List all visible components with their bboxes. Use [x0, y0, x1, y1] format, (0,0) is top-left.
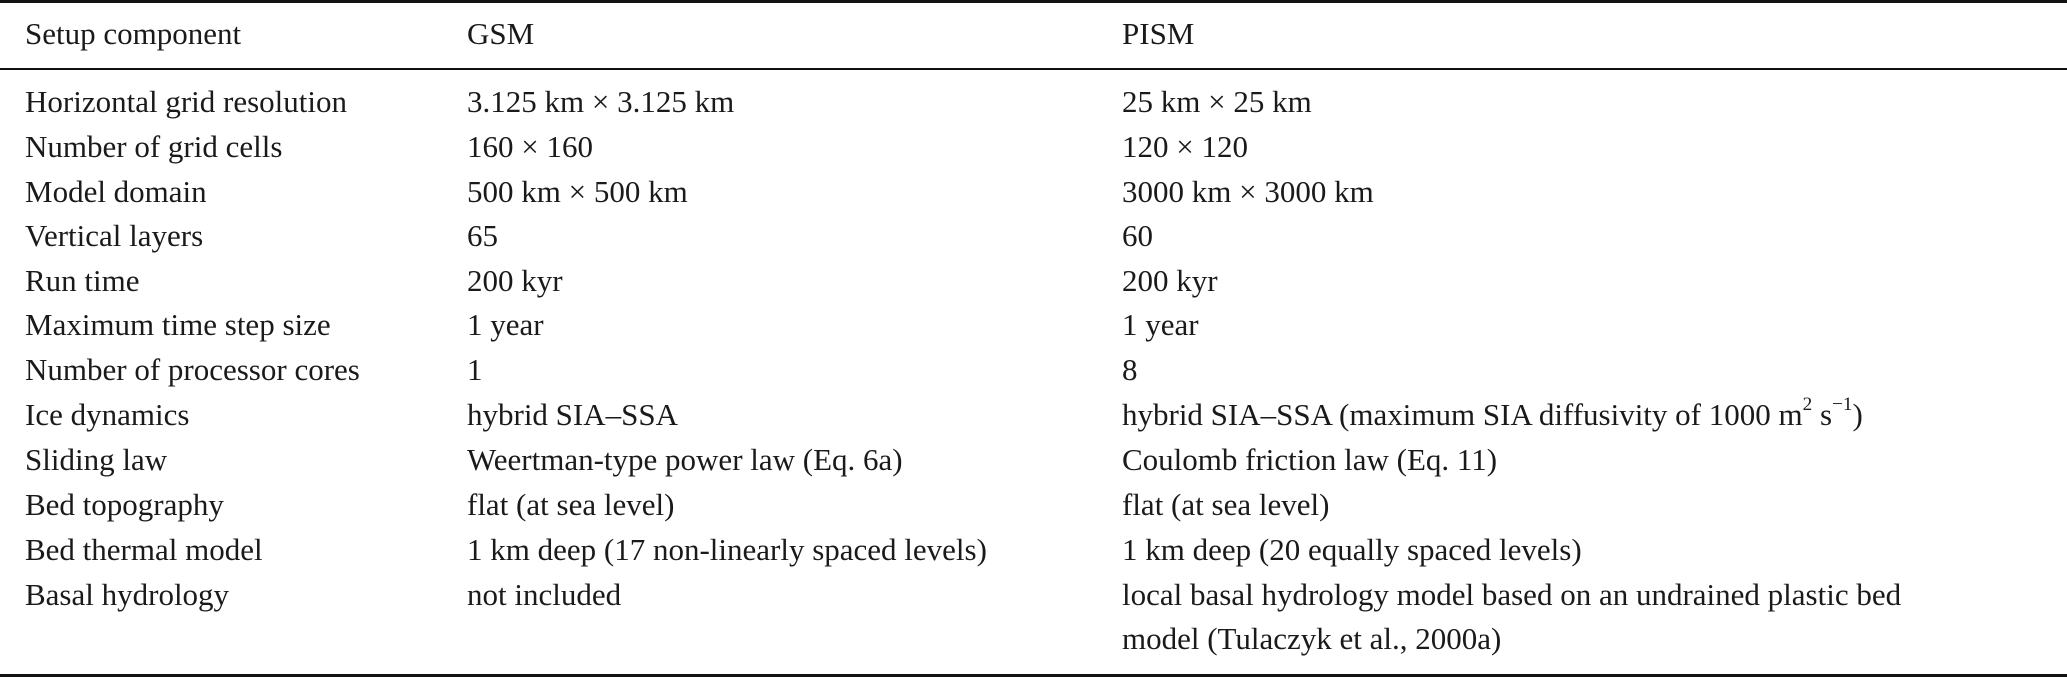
row-pism: 60 — [1122, 218, 1153, 253]
pism-text-pre: hybrid SIA–SSA (maximum SIA diffusivity of 1000 m — [1122, 397, 1803, 432]
row-pism: 120 × 120 — [1122, 129, 1248, 164]
row-gsm: 200 kyr — [467, 263, 563, 298]
row-pism: 1 km deep (20 equally spaced levels) — [1122, 532, 1582, 567]
row-pism — [1122, 393, 2052, 437]
row-gsm: 160 × 160 — [467, 129, 593, 164]
row-gsm: 1 — [467, 352, 483, 387]
row-pism: 25 km × 25 km — [1122, 84, 1312, 119]
row-pism — [1122, 573, 2052, 661]
row-pism: 3000 km × 3000 km — [1122, 174, 1374, 209]
row-component: Basal hydrology — [25, 577, 230, 612]
row-component: Bed thermal model — [25, 532, 263, 567]
pism-line-1: local basal hydrology model based on an undrained plastic bed — [1122, 577, 1902, 612]
row-pism: flat (at sea level) — [1122, 487, 1330, 522]
row-pism: 8 — [1122, 352, 1138, 387]
header-gsm: GSM — [467, 16, 535, 51]
header-pism: PISM — [1122, 16, 1195, 51]
bottom-rule — [0, 674, 2067, 677]
row-gsm: 500 km × 500 km — [467, 174, 688, 209]
header-rule — [0, 68, 2067, 70]
row-component: Sliding law — [25, 442, 168, 477]
row-gsm: Weertman-type power law (Eq. 6a) — [467, 442, 903, 477]
superscript-minus-1: −1 — [1832, 393, 1853, 415]
row-gsm: not included — [467, 577, 622, 612]
top-rule — [0, 0, 2067, 3]
row-pism: Coulomb friction law (Eq. 11) — [1122, 442, 1498, 477]
row-component: Number of grid cells — [25, 129, 283, 164]
pism-line-2: model (Tulaczyk et al., 2000a) — [1122, 621, 1502, 656]
row-pism: 1 year — [1122, 307, 1199, 342]
row-gsm: 1 km deep (17 non-linearly spaced levels) — [467, 532, 987, 567]
row-component: Number of processor cores — [25, 352, 360, 387]
row-gsm: flat (at sea level) — [467, 487, 675, 522]
row-gsm: hybrid SIA–SSA — [467, 397, 679, 432]
pism-text-mid: s — [1812, 397, 1833, 432]
row-component: Vertical layers — [25, 218, 204, 253]
row-component: Ice dynamics — [25, 397, 190, 432]
row-component: Run time — [25, 263, 140, 298]
row-component: Maximum time step size — [25, 307, 331, 342]
superscript-2: 2 — [1802, 393, 1813, 415]
header-setup-component: Setup component — [25, 16, 242, 51]
row-component: Model domain — [25, 174, 207, 209]
row-gsm: 3.125 km × 3.125 km — [467, 84, 735, 119]
row-pism: 200 kyr — [1122, 263, 1218, 298]
row-component: Horizontal grid resolution — [25, 84, 347, 119]
row-component: Bed topography — [25, 487, 224, 522]
row-gsm: 1 year — [467, 307, 544, 342]
row-gsm: 65 — [467, 218, 498, 253]
pism-text-post: ) — [1852, 397, 1863, 432]
